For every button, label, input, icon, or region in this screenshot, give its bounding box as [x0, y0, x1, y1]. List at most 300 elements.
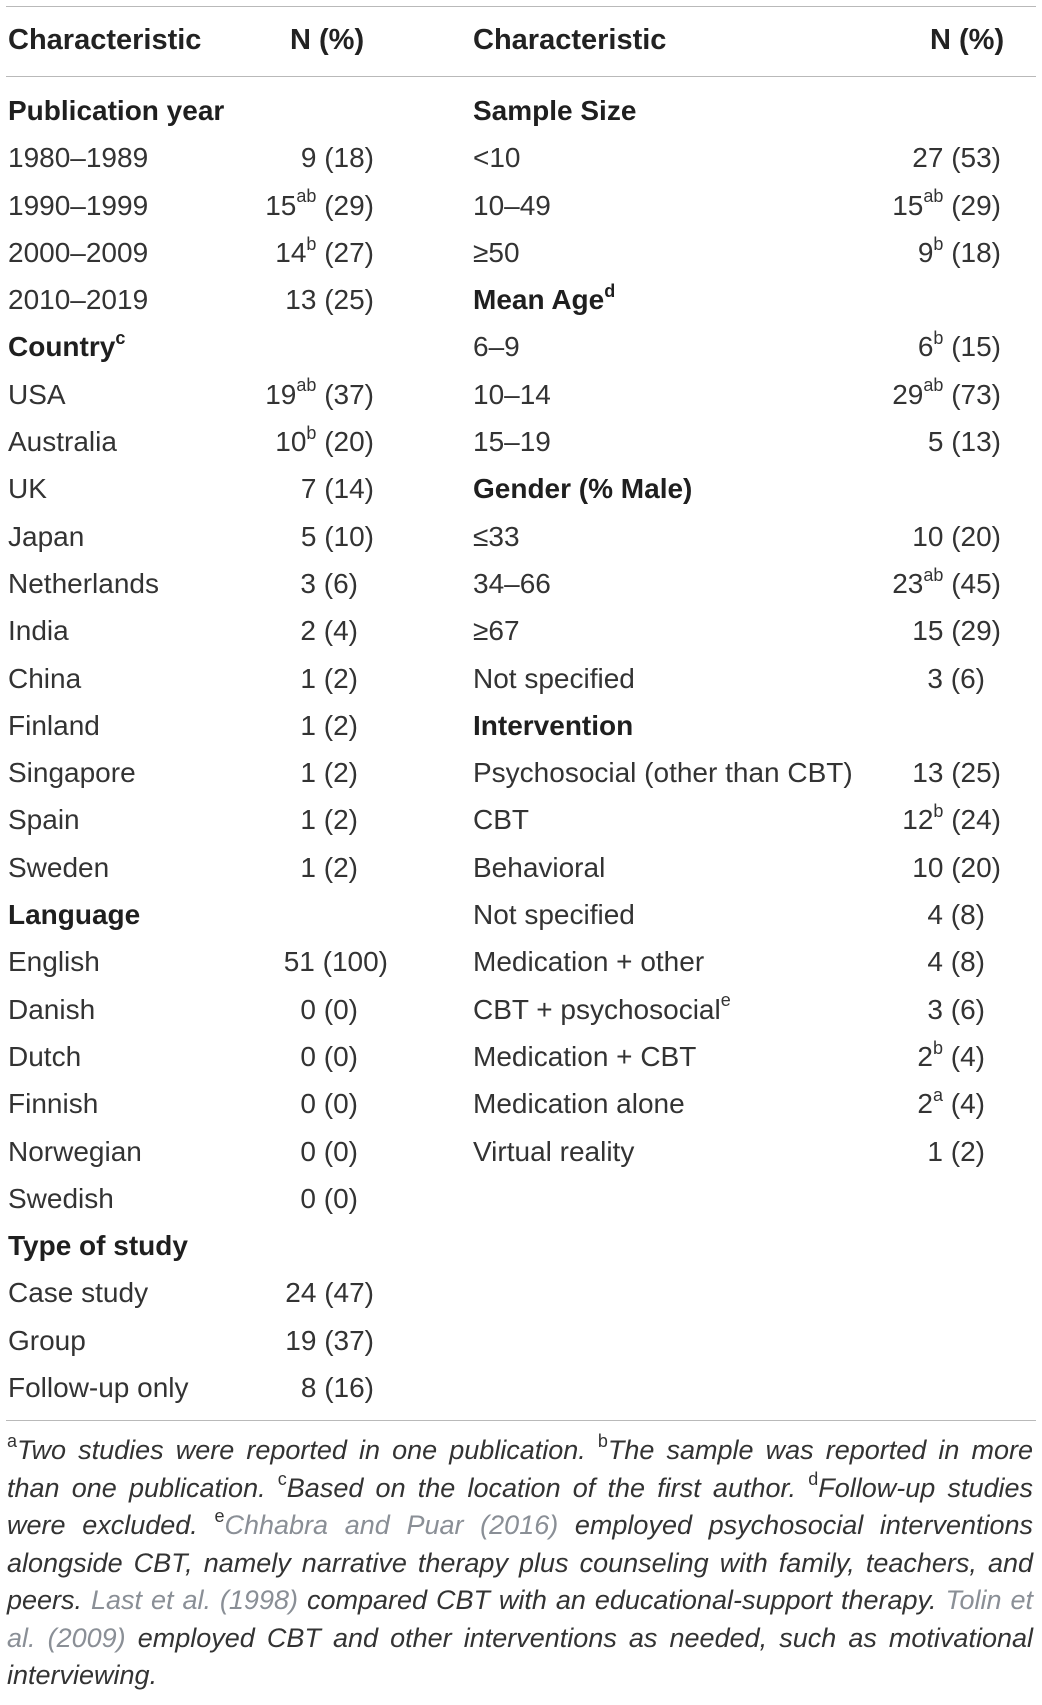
label-text: 1980–1989: [8, 142, 149, 174]
percent: (14): [316, 473, 374, 505]
table-row: [8, 1038, 420, 1085]
percent: (10): [316, 520, 374, 552]
label-footnote-mark: e: [720, 990, 731, 1011]
count: 2: [917, 1040, 933, 1072]
label-text: Medication + CBT: [473, 1040, 697, 1072]
section-header-row: [473, 92, 1023, 139]
row-label: [8, 470, 47, 508]
row-label: [8, 849, 109, 887]
footnote-d-text: Follow-up studies were excluded.: [7, 1472, 1033, 1540]
count: 19: [285, 1324, 317, 1356]
percent: (6): [943, 662, 985, 694]
row-label: [8, 1085, 98, 1123]
label-text: Not specified: [473, 899, 635, 931]
percent: (0): [316, 1182, 358, 1214]
header-left-characteristic: Characteristic: [8, 24, 202, 56]
label-text: CBT + psychosocial: [473, 993, 721, 1025]
row-value: [912, 139, 1001, 177]
percent: (20): [316, 426, 374, 458]
table-row: [8, 1133, 420, 1180]
row-value: [892, 187, 1001, 225]
label-text: Spain: [8, 804, 80, 836]
count-footnote-mark: ab: [923, 375, 944, 396]
table-row: [8, 281, 420, 328]
row-value: [927, 660, 985, 698]
row-value: [912, 518, 1001, 556]
row-value: [285, 281, 374, 319]
label-text: Finnish: [8, 1088, 99, 1120]
row-label: [473, 991, 731, 1029]
table-row: [8, 801, 420, 848]
table-row: [473, 896, 1023, 943]
label-text: CBT: [473, 804, 529, 836]
row-value: [912, 754, 1001, 792]
count: 4: [927, 946, 943, 978]
percent: (8): [943, 899, 985, 931]
row-label: [8, 234, 148, 272]
row-label: [473, 376, 551, 414]
count-footnote-mark: a: [932, 1084, 943, 1105]
count-footnote-mark: b: [933, 801, 944, 822]
table-row: [8, 1274, 420, 1321]
row-value: [275, 234, 374, 272]
row-label: [473, 234, 520, 272]
label-text: ≤33: [473, 520, 520, 552]
percent: (20): [943, 851, 1001, 883]
row-value: [300, 612, 358, 650]
section-label: [8, 328, 125, 366]
count-footnote-mark: b: [306, 422, 317, 443]
row-label: [8, 281, 148, 319]
label-text: 10–14: [473, 378, 551, 410]
percent: (2): [316, 662, 358, 694]
row-label: [473, 1133, 634, 1171]
footnote-e-mark: e: [214, 1506, 225, 1526]
row-value: [927, 1133, 985, 1171]
table-row: [8, 943, 420, 990]
row-label: [473, 187, 551, 225]
row-label: [8, 376, 66, 414]
row-value: [300, 1133, 358, 1171]
table-row: [473, 234, 1023, 281]
row-value: [285, 1274, 374, 1312]
footnote-e-text-3: employed CBT and other interventions as needed, such as motivational interviewing.: [7, 1622, 1033, 1690]
count: 4: [927, 899, 943, 931]
table-row: [8, 423, 420, 470]
footnote-c-text: Based on the location of the first author.: [286, 1472, 809, 1503]
percent: (4): [316, 615, 358, 647]
label-text: Dutch: [8, 1040, 82, 1072]
row-label: [8, 139, 148, 177]
count: 15: [912, 615, 944, 647]
row-label: [8, 1369, 189, 1407]
count-footnote-mark: ab: [296, 375, 317, 396]
section-header-row: [473, 470, 1023, 517]
table-row: [8, 565, 420, 612]
row-value: [300, 565, 358, 603]
table-row: [8, 470, 420, 517]
count-footnote-mark: ab: [923, 186, 944, 207]
row-label: [8, 1038, 81, 1076]
label-text: 34–66: [473, 567, 551, 599]
count: 1: [300, 851, 316, 883]
label-text: Sweden: [8, 851, 110, 883]
row-value: [284, 943, 388, 981]
row-label: [8, 423, 117, 461]
count: 12: [902, 804, 934, 836]
row-label: [473, 565, 551, 603]
row-label: [8, 660, 81, 698]
footnote-e-text-1: employed psychosocial interventions alongside CBT, namely narrative therapy plus counseling with family, teachers, and peers.: [7, 1510, 1034, 1615]
row-label: [473, 754, 853, 792]
count-footnote-mark: b: [306, 233, 317, 254]
percent: (53): [943, 142, 1001, 174]
count: 19: [265, 378, 297, 410]
percent: (29): [943, 189, 1001, 221]
row-value: [902, 801, 1001, 839]
header-left-n: N (%): [290, 24, 365, 56]
left-column: [8, 92, 420, 1416]
count: 1: [300, 709, 316, 741]
row-label: [8, 801, 80, 839]
count: 13: [912, 757, 944, 789]
label-text: Not specified: [473, 662, 635, 694]
label-text: UK: [8, 473, 47, 505]
table-row: [473, 565, 1023, 612]
count-footnote-mark: b: [933, 328, 944, 349]
percent: (73): [943, 378, 1001, 410]
row-label: [8, 518, 84, 556]
table-row: [8, 849, 420, 896]
header-right-n: N (%): [930, 24, 1005, 56]
label-text: Medication alone: [473, 1088, 685, 1120]
row-value: [300, 660, 358, 698]
table-row: [8, 991, 420, 1038]
percent: (4): [943, 1040, 985, 1072]
table-top-rule: [6, 6, 1036, 7]
table-row: [473, 139, 1023, 186]
label-text: Netherlands: [8, 567, 159, 599]
percent: (0): [316, 1088, 358, 1120]
row-label: [473, 943, 704, 981]
percent: (100): [314, 946, 388, 978]
table-bottom-rule: [6, 1420, 1036, 1421]
count: 3: [300, 567, 316, 599]
table-row: [473, 518, 1023, 565]
footnote-e-text-2: compared CBT with an educational-support therapy.: [297, 1585, 946, 1615]
label-text: Gender (% Male): [473, 473, 693, 505]
percent: (47): [316, 1277, 374, 1309]
row-label: [473, 612, 520, 650]
table-header-rule: [6, 76, 1036, 77]
count: 1: [300, 757, 316, 789]
label-text: Danish: [8, 993, 96, 1025]
section-label: [8, 1227, 188, 1265]
table-row: [473, 187, 1023, 234]
percent: (6): [943, 993, 985, 1025]
count: 0: [300, 1182, 316, 1214]
row-value: [300, 707, 358, 745]
row-label: [8, 1180, 114, 1218]
table-row: [8, 1180, 420, 1227]
table-row: [8, 707, 420, 754]
percent: (25): [316, 284, 374, 316]
row-value: [892, 565, 1001, 603]
section-label: [8, 896, 140, 934]
table-row: [473, 376, 1023, 423]
row-value: [301, 470, 374, 508]
label-text: Group: [8, 1324, 86, 1356]
table-row: [473, 849, 1023, 896]
percent: (8): [943, 946, 985, 978]
count: 0: [300, 1088, 316, 1120]
percent: (2): [316, 851, 358, 883]
percent: (20): [943, 520, 1001, 552]
section-label: [473, 281, 615, 319]
count: 0: [300, 1040, 316, 1072]
label-text: China: [8, 662, 82, 694]
count: 14: [275, 236, 307, 268]
row-label: [8, 1274, 148, 1312]
count: 3: [927, 993, 943, 1025]
section-header-row: [8, 1227, 420, 1274]
row-label: [8, 943, 100, 981]
percent: (18): [316, 142, 374, 174]
row-value: [927, 991, 985, 1029]
row-label: [473, 660, 635, 698]
count: 0: [300, 1135, 316, 1167]
percent: (25): [943, 757, 1001, 789]
count: 9: [917, 236, 934, 268]
citation-link-chhabra[interactable]: Chhabra and Puar (2016): [224, 1510, 559, 1540]
count: 10: [912, 851, 944, 883]
row-label: [473, 896, 635, 934]
count: 2: [917, 1088, 933, 1120]
row-label: [8, 565, 159, 603]
footnote-c-mark: c: [277, 1468, 287, 1489]
label-text: Mean Age: [473, 284, 605, 316]
citation-link-tolin[interactable]: Tolin et al. (2009): [7, 1585, 1033, 1653]
row-label: [8, 754, 136, 792]
count: 1: [300, 662, 316, 694]
row-label: [473, 139, 521, 177]
row-label: [473, 849, 605, 887]
row-label: [8, 187, 148, 225]
count: 5: [300, 520, 317, 552]
table-row: [473, 1085, 1023, 1132]
percent: (27): [316, 236, 374, 268]
row-value: [275, 423, 374, 461]
section-label: [473, 470, 692, 508]
section-header-row: [473, 281, 1023, 328]
row-value: [300, 1180, 358, 1218]
count-footnote-mark: b: [932, 1037, 943, 1058]
count-footnote-mark: ab: [296, 186, 317, 207]
table-row: [8, 187, 420, 234]
row-label: [8, 991, 95, 1029]
row-value: [265, 376, 374, 414]
table-row: [473, 1038, 1023, 1085]
label-text: Follow-up only: [8, 1372, 189, 1404]
count: 15: [265, 189, 297, 221]
row-value: [892, 376, 1001, 414]
count: 3: [927, 662, 943, 694]
label-text: <10: [473, 142, 521, 174]
label-text: Case study: [8, 1277, 149, 1309]
label-text: Swedish: [8, 1182, 114, 1214]
label-text: 2010–2019: [8, 284, 149, 316]
percent: (2): [316, 709, 358, 741]
table-row: [8, 518, 420, 565]
percent: (2): [316, 757, 358, 789]
count: 1: [300, 804, 316, 836]
count: 27: [912, 142, 944, 174]
label-text: 1990–1999: [8, 189, 149, 221]
count: 8: [300, 1372, 317, 1404]
row-value: [300, 1085, 358, 1123]
percent: (45): [943, 567, 1001, 599]
count: 7: [300, 473, 317, 505]
table-row: [8, 612, 420, 659]
count: 24: [285, 1277, 317, 1309]
table-row: [8, 660, 420, 707]
row-label: [473, 1038, 696, 1076]
row-value: [928, 423, 1001, 461]
table-row: [473, 801, 1023, 848]
label-text: Virtual reality: [473, 1135, 635, 1167]
table-row: [8, 1369, 420, 1416]
citation-link-last[interactable]: Last et al. (1998): [91, 1585, 298, 1615]
label-text: ≥67: [473, 615, 520, 647]
label-text: Intervention: [473, 709, 634, 741]
row-value: [300, 1038, 358, 1076]
label-footnote-mark: c: [115, 328, 126, 349]
footnote-b-mark: b: [597, 1431, 608, 1451]
label-text: Language: [8, 899, 141, 931]
percent: (2): [316, 804, 358, 836]
table-row: [8, 376, 420, 423]
row-value: [300, 754, 358, 792]
row-value: [917, 1085, 985, 1123]
table-row: [8, 139, 420, 186]
row-label: [473, 423, 551, 461]
percent: (4): [943, 1088, 985, 1120]
label-text: Japan: [8, 520, 85, 552]
table-row: [473, 423, 1023, 470]
row-value: [300, 849, 358, 887]
row-label: [8, 612, 69, 650]
row-value: [301, 139, 374, 177]
footnote-d-mark: d: [808, 1468, 819, 1489]
count: 5: [927, 426, 944, 458]
label-text: English: [8, 946, 100, 978]
count: 1: [927, 1135, 943, 1167]
section-header-row: [8, 328, 420, 375]
row-value: [912, 612, 1001, 650]
count: 29: [892, 378, 924, 410]
right-column: [473, 92, 1023, 1180]
table-row: [473, 1133, 1023, 1180]
percent: (29): [316, 189, 374, 221]
row-label: [473, 1085, 685, 1123]
label-text: Country: [8, 331, 116, 363]
section-label: [8, 92, 224, 130]
row-value: [300, 991, 358, 1029]
percent: (37): [316, 378, 374, 410]
label-footnote-mark: d: [604, 280, 616, 301]
count: 6: [917, 331, 934, 363]
label-text: Psychosocial (other than CBT): [473, 757, 853, 789]
label-text: Norwegian: [8, 1135, 142, 1167]
row-value: [912, 849, 1001, 887]
section-header-row: [8, 896, 420, 943]
count: 23: [892, 567, 924, 599]
table-row: [473, 328, 1023, 375]
label-text: Type of study: [8, 1230, 188, 1262]
label-text: Medication + other: [473, 946, 705, 978]
row-value: [918, 328, 1001, 366]
count: 10: [912, 520, 944, 552]
label-text: India: [8, 615, 69, 647]
percent: (0): [316, 993, 358, 1025]
label-text: 2000–2009: [8, 236, 149, 268]
count: 13: [285, 284, 317, 316]
percent: (18): [943, 236, 1001, 268]
label-text: Finland: [8, 709, 100, 741]
count-footnote-mark: b: [933, 233, 944, 254]
table-row: [473, 612, 1023, 659]
count: 0: [300, 993, 316, 1025]
percent: (6): [316, 567, 358, 599]
table-row: [8, 1322, 420, 1369]
section-label: [473, 92, 636, 130]
count-footnote-mark: ab: [923, 564, 944, 585]
table-row: [8, 234, 420, 281]
row-label: [8, 1322, 86, 1360]
header-right-characteristic: Characteristic: [473, 24, 667, 56]
label-text: USA: [8, 378, 66, 410]
label-text: ≥50: [473, 236, 520, 268]
table-row: [473, 754, 1023, 801]
percent: (13): [943, 426, 1001, 458]
row-value: [918, 234, 1001, 272]
percent: (29): [943, 615, 1001, 647]
table-row: [473, 943, 1023, 990]
label-text: 10–49: [473, 189, 551, 221]
row-label: [8, 707, 100, 745]
footnote-b-text: The sample was reported in more than one publication.: [7, 1435, 1033, 1503]
percent: (0): [316, 1040, 358, 1072]
row-label: [473, 518, 520, 556]
table-row: [8, 1085, 420, 1132]
table-footnotes: [7, 1432, 1033, 1695]
percent: (16): [316, 1372, 374, 1404]
percent: (15): [943, 331, 1001, 363]
row-value: [285, 1322, 374, 1360]
label-text: Publication year: [8, 95, 225, 126]
section-header-row: [8, 92, 420, 139]
percent: (24): [943, 804, 1001, 836]
table-row: [8, 754, 420, 801]
row-value: [927, 896, 985, 934]
footnote-a-text: Two studies were reported in one publication.: [17, 1435, 598, 1465]
count: 2: [300, 615, 316, 647]
row-value: [927, 943, 985, 981]
count: 15: [892, 189, 924, 221]
section-label: [473, 707, 633, 745]
percent: (0): [316, 1135, 358, 1167]
row-value: [301, 518, 374, 556]
